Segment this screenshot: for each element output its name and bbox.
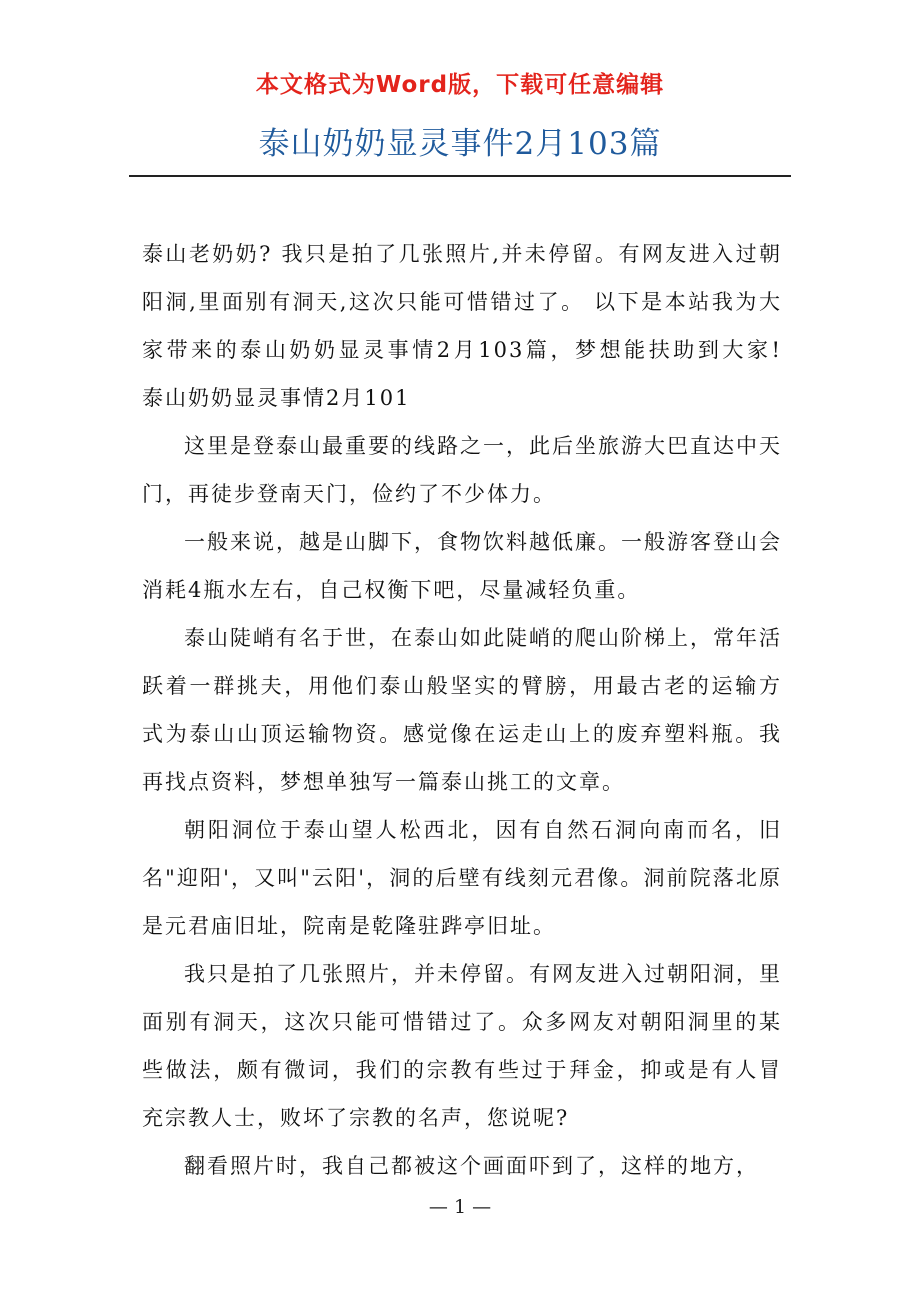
download-notice: 本文格式为Word版，下载可任意编辑 [255, 72, 665, 98]
paragraph-4: 泰山陡峭有名于世，在泰山如此陡峭的爬山阶梯上，常年活跃着一群挑夫，用他们泰山般坚实的臂膀，用最古老的运输方式为泰山山顶运输物资。感觉像在运走山上的废弃塑料瓶。我再找点资料，梦想单独写一篇泰山挑工的文章。 [142, 626, 782, 794]
document-title: 泰山奶奶显灵事件2月103篇 [258, 126, 662, 162]
paragraph-6: 我只是拍了几张照片，并未停留。有网友进入过朝阳洞，里面别有洞天，这次只能可惜错过了。众多网友对朝阳洞里的某些做法，颇有微词，我们的宗教有些过于拜金，抑或是有人冒充宗教人士，败坏了宗教的名声，您说呢? [142, 962, 782, 1130]
paragraph-5: 朝阳洞位于泰山望人松西北，因有自然石洞向南而名，旧名"迎阳'，又叫"云阳'，洞的后壁有线刻元君像。洞前院落北原是元君庙旧址，院南是乾隆驻跸亭旧址。 [142, 818, 782, 938]
paragraph-3: 一般来说，越是山脚下，食物饮料越低廉。一般游客登山会消耗4瓶水左右，自己权衡下吧，尽量减轻负重。 [142, 530, 782, 602]
paragraph-2: 这里是登泰山最重要的线路之一，此后坐旅游大巴直达中天门，再徒步登南天门，俭约了不少体力。 [142, 434, 782, 506]
title-divider [129, 175, 791, 177]
paragraph-1: 泰山老奶奶? 我只是拍了几张照片,并未停留。有网友进入过朝阳洞,里面别有洞天,这次只能可惜错过了。 以下是本站我为大家带来的泰山奶奶显灵事情2月103篇，梦想能扶助到大家! 泰山奶奶显灵事情2月101 [142, 242, 828, 410]
page-number: — 1 — [428, 1196, 492, 1218]
document-body [142, 230, 828, 1190]
paragraph-7: 翻看照片时，我自己都被这个画面吓到了，这样的地方， [184, 1154, 759, 1178]
